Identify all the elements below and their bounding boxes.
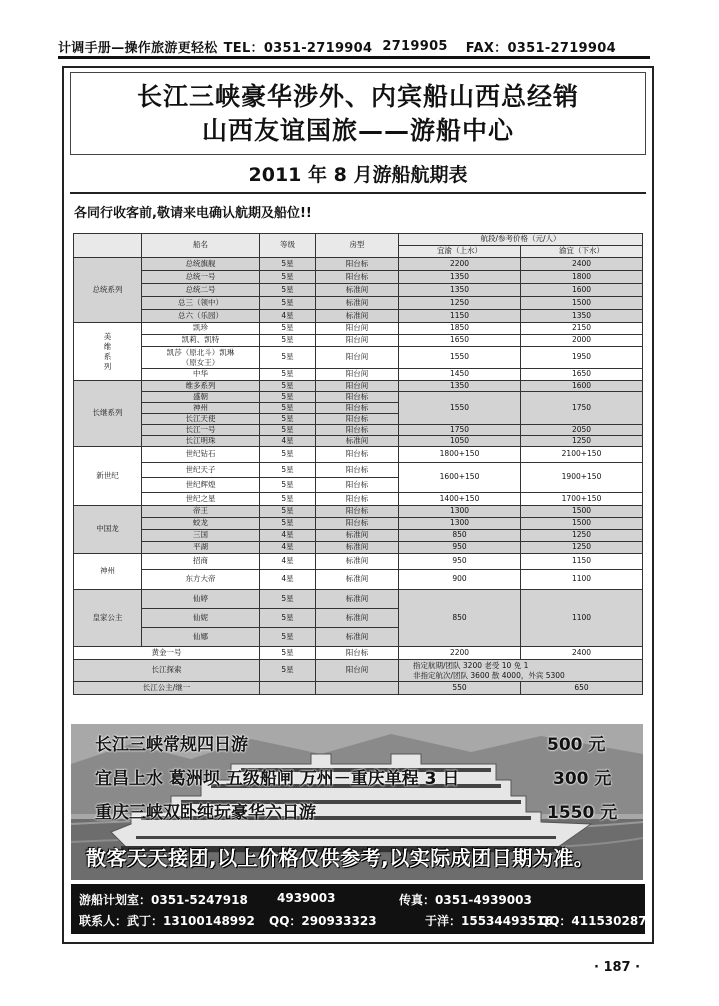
ship-cell: 盛朝 [142, 392, 260, 403]
level-cell: 5星 [260, 381, 316, 392]
contact-bar [71, 884, 645, 934]
ship-cell: 总六（乐园） [142, 310, 260, 323]
level-cell: 5星 [260, 425, 316, 436]
level-cell: 4星 [260, 310, 316, 323]
table-row [74, 518, 643, 530]
room-cell: 标准间 [316, 284, 399, 297]
room-cell: 阳台标 [316, 647, 399, 660]
ship-cell: 总统二号 [142, 284, 260, 297]
ship-cell: 招商 [142, 554, 260, 570]
room-cell: 标准间 [316, 609, 399, 628]
up-price-cell: 1350 [399, 271, 521, 284]
schedule-table [73, 233, 643, 695]
ship-cell: 世纪辉煌 [142, 478, 260, 493]
room-cell: 阳台标 [316, 403, 399, 414]
series-label: 美维系列 [103, 331, 112, 371]
promo-title-1: 长江三峡常规四日游 [95, 735, 248, 755]
ship-cell: 黄金一号 [74, 647, 260, 660]
room-cell: 标准间 [316, 590, 399, 609]
table-row [74, 554, 643, 570]
contact-person-1: 联系人：武丁：13100148992 [79, 914, 255, 928]
ship-cell: 长江公主/继一 [74, 682, 260, 695]
down-price-cell: 1150 [521, 554, 643, 570]
down-price-cell: 2050 [521, 425, 643, 436]
level-cell: 5星 [260, 414, 316, 425]
room-cell: 阳台间 [316, 369, 399, 381]
fax-number: 传真：0351-4939003 [399, 893, 532, 907]
level-cell: 5星 [260, 335, 316, 347]
ship-cell: 仙婷 [142, 590, 260, 609]
down-price-cell: 1600 [521, 381, 643, 392]
down-price-cell: 1100 [521, 590, 643, 647]
qq-number-2: QQ：411530287 [539, 914, 647, 928]
up-price-cell: 550 [399, 682, 521, 695]
down-price-cell: 2400 [521, 647, 643, 660]
ship-cell: 总三（领中） [142, 297, 260, 310]
subtitle-divider [70, 192, 646, 194]
table-row [74, 570, 643, 590]
level-cell: 5星 [260, 628, 316, 647]
up-price-cell: 1300 [399, 518, 521, 530]
header-price-group: 航段/参考价格（元/人） [399, 234, 643, 246]
series-cell [74, 323, 142, 381]
room-cell: 阳台标 [316, 271, 399, 284]
slogan-text: 散客天天接团,以上价格仅供参考,以实际成团日期为准。 [86, 846, 595, 870]
table-row [74, 284, 643, 297]
title-line-1: 长江三峡豪华涉外、内宾船山西总经销 [136, 81, 579, 111]
ship-cell: 仙娜 [142, 628, 260, 647]
header-room: 房型 [316, 234, 399, 258]
down-price-cell: 1800 [521, 271, 643, 284]
series-cell: 中国龙 [74, 506, 142, 554]
level-cell: 5星 [260, 284, 316, 297]
booking-notice: 各同行收客前,敬请来电确认航期及船位!! [74, 206, 312, 221]
ship-cell: 长江探索 [74, 660, 260, 682]
level-cell: 5星 [260, 590, 316, 609]
down-price-cell: 2150 [521, 323, 643, 335]
series-cell: 神州 [74, 554, 142, 590]
room-cell: 阳台间 [316, 381, 399, 392]
down-price-cell: 1250 [521, 542, 643, 554]
room-cell: 阳台标 [316, 493, 399, 506]
level-cell: 5星 [260, 258, 316, 271]
table-row [74, 506, 643, 518]
level-cell: 5星 [260, 392, 316, 403]
promo-price-2: 300 元 [553, 769, 612, 789]
up-price-cell: 2200 [399, 647, 521, 660]
table-row [74, 530, 643, 542]
level-cell: 4星 [260, 570, 316, 590]
up-price-cell: 1650 [399, 335, 521, 347]
level-cell: 5星 [260, 271, 316, 284]
ship-cell: 中华 [142, 369, 260, 381]
table-row [74, 271, 643, 284]
title-box [70, 72, 646, 155]
table-row [74, 436, 643, 447]
up-price-cell: 1350 [399, 381, 521, 392]
level-cell: 4星 [260, 530, 316, 542]
header-ship: 船名 [142, 234, 260, 258]
up-price-cell: 1250 [399, 297, 521, 310]
room-cell: 阳台标 [316, 478, 399, 493]
ship-cell: 世纪之星 [142, 493, 260, 506]
table-row [74, 542, 643, 554]
room-cell: 标准间 [316, 530, 399, 542]
down-price-cell: 1500 [521, 506, 643, 518]
up-price-cell: 1450 [399, 369, 521, 381]
down-price-cell: 1700+150 [521, 493, 643, 506]
promo-price-1: 500 元 [547, 735, 606, 755]
level-cell: 4星 [260, 542, 316, 554]
plan-office-phone: 游船计划室：0351-5247918 [79, 893, 248, 907]
up-price-cell: 1750 [399, 425, 521, 436]
up-price-cell: 950 [399, 554, 521, 570]
room-cell: 阳台间 [316, 335, 399, 347]
room-cell: 标准间 [316, 554, 399, 570]
level-cell [260, 682, 316, 695]
down-price-cell: 2000 [521, 335, 643, 347]
room-cell: 标准间 [316, 628, 399, 647]
table-row [74, 493, 643, 506]
schedule-table-wrap [73, 233, 642, 695]
up-price-cell: 950 [399, 542, 521, 554]
promo-title-3: 重庆三峡双卧纯玩豪华六日游 [95, 803, 316, 823]
qq-number-1: QQ：290933323 [269, 914, 377, 928]
ship-cell: 世纪天子 [142, 463, 260, 478]
ship-cell: 长江一号 [142, 425, 260, 436]
header-downstream: 渝宜（下水） [521, 246, 643, 258]
room-cell: 阳台间 [316, 323, 399, 335]
table-row [74, 323, 643, 335]
ship-cell: 长江天使 [142, 414, 260, 425]
down-price-cell: 1650 [521, 369, 643, 381]
title-line-2: 山西友谊国旅——游船中心 [201, 115, 514, 145]
ship-cell: 凯莉、凯特 [142, 335, 260, 347]
ship-cell: 帝王 [142, 506, 260, 518]
series-cell: 新世纪 [74, 447, 142, 506]
table-row [74, 392, 643, 403]
page-number: · 187 · [594, 960, 641, 975]
ship-cell: 世纪钻石 [142, 447, 260, 463]
header-upstream: 宜渝（上水） [399, 246, 521, 258]
room-cell: 标准间 [316, 436, 399, 447]
down-price-cell: 1100 [521, 570, 643, 590]
table-row [74, 660, 643, 682]
table-row [74, 647, 643, 660]
table-row [74, 682, 643, 695]
down-price-cell: 1250 [521, 530, 643, 542]
ship-cell: 总统旗舰 [142, 258, 260, 271]
level-cell: 5星 [260, 660, 316, 682]
table-header-row [74, 234, 643, 246]
up-price-cell: 1550 [399, 392, 521, 425]
down-price-cell: 1750 [521, 392, 643, 425]
series-cell: 长继系列 [74, 381, 142, 447]
note-cell [399, 660, 643, 682]
ship-cell [142, 347, 260, 369]
header-level: 等级 [260, 234, 316, 258]
down-price-cell: 2400 [521, 258, 643, 271]
schedule-subtitle: 2011 年 8 月游船航期表 [248, 164, 468, 186]
up-price-cell: 2200 [399, 258, 521, 271]
ship-cell: 仙妮 [142, 609, 260, 628]
table-row [74, 369, 643, 381]
ship-cell: 长江明珠 [142, 436, 260, 447]
level-cell: 5星 [260, 493, 316, 506]
up-price-cell: 1300 [399, 506, 521, 518]
down-price-cell: 650 [521, 682, 643, 695]
level-cell: 5星 [260, 647, 316, 660]
level-cell: 5星 [260, 297, 316, 310]
table-row [74, 590, 643, 609]
up-price-cell: 850 [399, 530, 521, 542]
room-cell: 阳台间 [316, 347, 399, 369]
table-row [74, 425, 643, 436]
room-cell: 阳台标 [316, 463, 399, 478]
room-cell: 阳台标 [316, 518, 399, 530]
header-series-cell [74, 234, 142, 258]
down-price-cell: 1500 [521, 297, 643, 310]
table-row [74, 335, 643, 347]
table-row [74, 258, 643, 271]
up-price-cell: 1600+150 [399, 463, 521, 493]
room-cell: 标准间 [316, 570, 399, 590]
level-cell: 5星 [260, 478, 316, 493]
up-price-cell: 1150 [399, 310, 521, 323]
level-cell: 4星 [260, 554, 316, 570]
header-fax: FAX：0351-2719904 [465, 40, 616, 56]
room-cell: 标准间 [316, 297, 399, 310]
table-row [74, 297, 643, 310]
level-cell: 5星 [260, 347, 316, 369]
note-line-2: 非指定航次/团队 3600 散 4000，外宾 5300 [413, 670, 565, 680]
up-price-cell: 850 [399, 590, 521, 647]
table-row [74, 347, 643, 369]
up-price-cell: 1800+150 [399, 447, 521, 463]
down-price-cell: 1250 [521, 436, 643, 447]
room-cell: 阳台标 [316, 392, 399, 403]
level-cell: 5星 [260, 369, 316, 381]
up-price-cell: 1400+150 [399, 493, 521, 506]
down-price-cell: 1500 [521, 518, 643, 530]
level-cell: 5星 [260, 323, 316, 335]
table-row [74, 381, 643, 392]
up-price-cell: 1050 [399, 436, 521, 447]
down-price-cell: 2100+150 [521, 447, 643, 463]
level-cell: 5星 [260, 609, 316, 628]
level-cell: 4星 [260, 436, 316, 447]
room-cell: 阳台标 [316, 447, 399, 463]
header-divider [58, 56, 650, 59]
contact-person-2: 于洋：15534493516 [425, 914, 553, 928]
level-cell: 5星 [260, 506, 316, 518]
room-cell: 阳台标 [316, 414, 399, 425]
ship-cell: 维多系列 [142, 381, 260, 392]
table-row [74, 447, 643, 463]
level-cell: 5星 [260, 447, 316, 463]
up-price-cell: 1350 [399, 284, 521, 297]
room-cell [316, 682, 399, 695]
room-cell: 标准间 [316, 542, 399, 554]
up-price-cell: 900 [399, 570, 521, 590]
promo-price-3: 1550 元 [547, 803, 618, 823]
room-cell: 标准间 [316, 310, 399, 323]
header-tel2: 2719905 [382, 38, 448, 54]
header-tagline: 计调手册—操作旅游更轻松 [58, 40, 218, 56]
ship-cell: 总统一号 [142, 271, 260, 284]
down-price-cell: 1950 [521, 347, 643, 369]
table-row [74, 463, 643, 478]
header-tel: TEL：0351-2719904 [223, 40, 373, 56]
level-cell: 5星 [260, 403, 316, 414]
level-cell: 5星 [260, 518, 316, 530]
ship-cell: 三国 [142, 530, 260, 542]
down-price-cell: 1900+150 [521, 463, 643, 493]
ship-cell: 平湖 [142, 542, 260, 554]
room-cell: 阳台标 [316, 258, 399, 271]
series-cell: 皇家公主 [74, 590, 142, 647]
up-price-cell: 1850 [399, 323, 521, 335]
down-price-cell: 1600 [521, 284, 643, 297]
up-price-cell: 1550 [399, 347, 521, 369]
promo-title-2: 宜昌上水 葛洲坝 五级船闸 万州－重庆单程 3 日 [95, 769, 460, 789]
plan-office-phone2: 4939003 [277, 891, 336, 905]
series-cell: 总统系列 [74, 258, 142, 323]
ship-label: 凯莎（原北斗）凯琳（原女王） [166, 347, 235, 367]
note-line-1: 指定航期/团队 3200 老受 10 免 1 [413, 660, 529, 670]
top-header [58, 36, 650, 56]
ship-cell: 凯珍 [142, 323, 260, 335]
table-row [74, 310, 643, 323]
down-price-cell: 1350 [521, 310, 643, 323]
room-cell: 阳台间 [316, 660, 399, 682]
ship-cell: 东方大帝 [142, 570, 260, 590]
room-cell: 阳台标 [316, 425, 399, 436]
room-cell: 阳台标 [316, 506, 399, 518]
level-cell: 5星 [260, 463, 316, 478]
ship-cell: 神州 [142, 403, 260, 414]
ship-cell: 蛟龙 [142, 518, 260, 530]
